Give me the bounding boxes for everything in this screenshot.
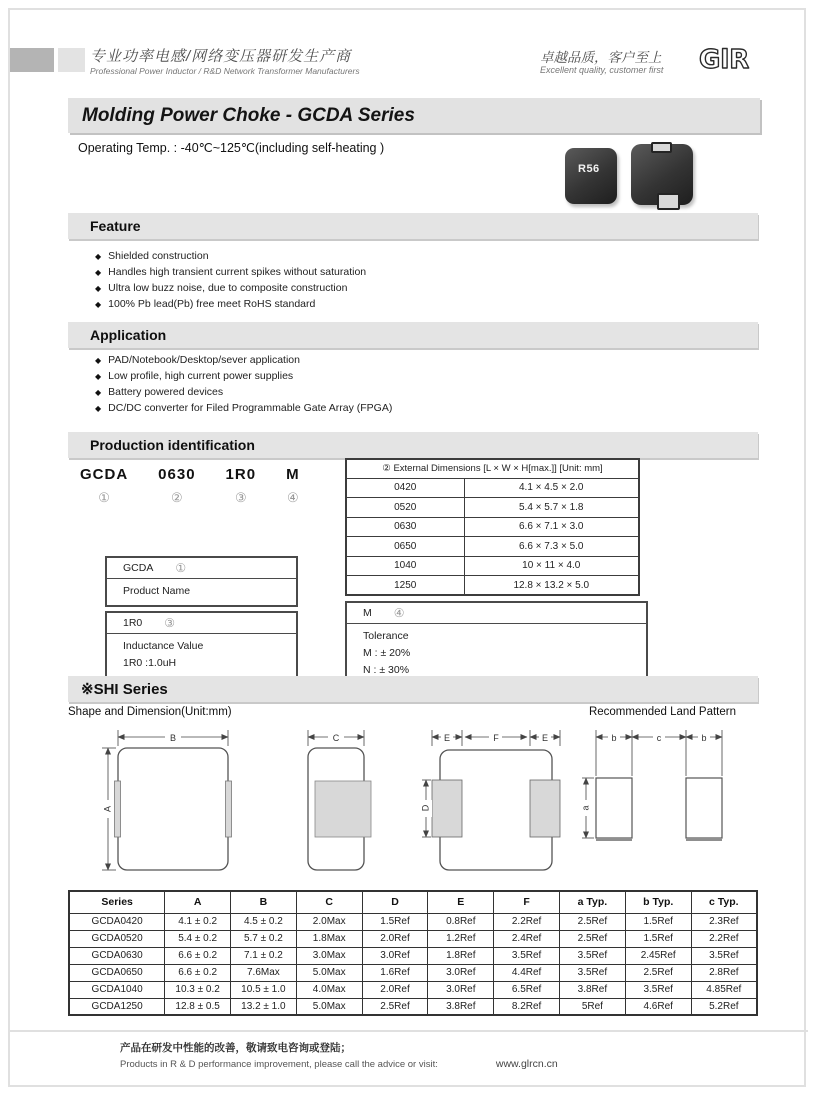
value-cell: 10.3 ± 0.2: [165, 981, 231, 998]
table-row: [346, 537, 639, 557]
value-cell: 13.2 ± 1.0: [230, 998, 296, 1015]
value-cell: 1.5Ref: [625, 913, 691, 930]
part-number-segment: [80, 466, 128, 506]
diamond-bullet-icon: ◆: [95, 299, 102, 309]
series-cell: GCDA0630: [69, 947, 165, 964]
product-name-box: [105, 556, 298, 607]
dimensions-cell: 6.6 × 7.3 × 5.0: [464, 537, 639, 557]
feature-item-text: Handles high transient current spikes without saturation: [108, 266, 367, 278]
value-cell: 1.6Ref: [362, 964, 428, 981]
part-number-segment: [158, 466, 195, 506]
product-marking: R56: [578, 163, 600, 175]
value-cell: 1.8Max: [296, 930, 362, 947]
dimension-table: [68, 890, 758, 1016]
box-line-text: 1R0 :1.0uH: [123, 657, 177, 669]
value-cell: 5.7 ± 0.2: [230, 930, 296, 947]
value-cell: 3.5Ref: [625, 981, 691, 998]
series-cell: GCDA1250: [69, 998, 165, 1015]
box-code: GCDA: [123, 562, 154, 574]
dimensions-cell: 6.6 × 7.1 × 3.0: [464, 517, 639, 537]
slogan-cn: 卓越品质，客户至上: [540, 50, 662, 65]
feature-item-text: Shielded construction: [108, 250, 209, 262]
tolerance-box: [345, 601, 648, 686]
size-code-cell: 0630: [346, 517, 464, 537]
application-list: [95, 354, 392, 418]
value-cell: 7.1 ± 0.2: [230, 947, 296, 964]
value-cell: 2.5Ref: [625, 964, 691, 981]
header-decor-square-light: [58, 48, 85, 72]
table-row: [346, 576, 639, 596]
dim-label-E: E: [443, 733, 451, 743]
value-cell: 2.4Ref: [494, 930, 560, 947]
feature-item: [95, 250, 366, 262]
box-line-text: Tolerance: [363, 630, 409, 642]
value-cell: 2.45Ref: [625, 947, 691, 964]
box-index-circle: ①: [175, 561, 187, 575]
table-row: [69, 964, 757, 981]
value-cell: 3.8Ref: [560, 981, 626, 998]
inductance-box-header: [107, 613, 296, 634]
part-code: M: [286, 466, 300, 483]
value-cell: 2.3Ref: [691, 913, 757, 930]
dim-label-A: A: [102, 805, 113, 813]
series-cell: GCDA1040: [69, 981, 165, 998]
value-cell: 2.2Ref: [691, 930, 757, 947]
box-line-text: M : ± 20%: [363, 647, 411, 659]
table-row: [346, 556, 639, 576]
value-cell: 5.0Max: [296, 964, 362, 981]
footer-note-cn: 产品在研发中性能的改善，敬请致电咨询或登陆；: [120, 1042, 351, 1054]
value-cell: 5Ref: [560, 998, 626, 1015]
value-cell: 0.8Ref: [428, 913, 494, 930]
table-row: [69, 913, 757, 930]
table-row: [346, 478, 639, 498]
dim-label-b: b: [701, 733, 707, 743]
value-cell: 4.5 ± 0.2: [230, 913, 296, 930]
dimensions-cell: 4.1 × 4.5 × 2.0: [464, 478, 639, 498]
tolerance-box-body: [347, 624, 646, 684]
dimensions-cell: 12.8 × 13.2 × 5.0: [464, 576, 639, 596]
application-item-text: Battery powered devices: [108, 386, 224, 398]
part-number-segment: [286, 466, 300, 506]
feature-item: [95, 298, 366, 310]
page-title: Molding Power Choke - GCDA Series: [82, 104, 415, 126]
dimensions-cell: 10 × 11 × 4.0: [464, 556, 639, 576]
size-code-cell: 1250: [346, 576, 464, 596]
application-item: [95, 370, 392, 382]
value-cell: 1.8Ref: [428, 947, 494, 964]
footer-divider: [8, 1030, 808, 1032]
bottom-view-drawing: [420, 730, 560, 870]
table-row: [346, 517, 639, 537]
external-dimensions-table: [345, 458, 640, 596]
value-cell: 4.0Max: [296, 981, 362, 998]
dim-label-b: b: [611, 733, 617, 743]
diamond-bullet-icon: ◆: [95, 355, 102, 365]
value-cell: 6.5Ref: [494, 981, 560, 998]
product-photo-terminals: [631, 144, 693, 205]
value-cell: 1.2Ref: [428, 930, 494, 947]
side-view-drawing: [308, 730, 371, 870]
product-name-box-body: [107, 579, 296, 605]
dimension-table-header-cell: A: [165, 891, 231, 913]
value-cell: 8.2Ref: [494, 998, 560, 1015]
part-index-circle: ②: [171, 490, 183, 505]
value-cell: 4.1 ± 0.2: [165, 913, 231, 930]
product-name-box-header: [107, 558, 296, 579]
application-item-text: Low profile, high current power supplies: [108, 370, 294, 382]
part-code: 0630: [158, 466, 196, 483]
external-dimensions-body: [346, 478, 639, 595]
inductance-value-box: [105, 611, 298, 679]
application-section-heading: [68, 322, 758, 348]
feature-heading-text: Feature: [90, 218, 141, 234]
table-row: [69, 947, 757, 964]
value-cell: 6.6 ± 0.2: [165, 964, 231, 981]
value-cell: 1.5Ref: [362, 913, 428, 930]
table-row: [69, 998, 757, 1015]
value-cell: 2.5Ref: [362, 998, 428, 1015]
part-index-circle: ③: [234, 490, 247, 505]
terminal-pad-icon: [657, 193, 680, 210]
part-number-segment: [226, 466, 257, 506]
value-cell: 4.4Ref: [494, 964, 560, 981]
box-index-circle: ④: [393, 606, 405, 620]
value-cell: 10.5 ± 1.0: [230, 981, 296, 998]
dim-label-F: F: [493, 733, 499, 743]
dimensions-cell: 5.4 × 5.7 × 1.8: [464, 498, 639, 518]
table-row: [346, 498, 639, 518]
value-cell: 1.5Ref: [625, 930, 691, 947]
production-heading-text: Production identification: [90, 437, 255, 453]
company-logo: [698, 40, 752, 78]
part-code: GCDA: [80, 466, 129, 483]
application-item-text: PAD/Notebook/Desktop/sever application: [108, 354, 300, 366]
dim-label-D: D: [420, 804, 431, 812]
value-cell: 3.0Max: [296, 947, 362, 964]
value-cell: 3.0Ref: [428, 964, 494, 981]
feature-item-text: 100% Pb lead(Pb) free meet RoHS standard: [108, 298, 316, 310]
value-cell: 5.0Max: [296, 998, 362, 1015]
value-cell: 4.6Ref: [625, 998, 691, 1015]
value-cell: 2.0Ref: [362, 981, 428, 998]
series-cell: GCDA0650: [69, 964, 165, 981]
value-cell: 7.6Max: [230, 964, 296, 981]
value-cell: 3.5Ref: [691, 947, 757, 964]
dimension-table-header-cell: D: [362, 891, 428, 913]
feature-item: [95, 266, 366, 278]
box-line-text: Product Name: [123, 585, 191, 597]
slogan-en: Excellent quality, customer first: [540, 65, 664, 75]
inductance-box-body: [107, 634, 296, 677]
top-view-drawing: [101, 730, 232, 870]
value-cell: 2.8Ref: [691, 964, 757, 981]
series-cell: GCDA0520: [69, 930, 165, 947]
dim-label-C: C: [332, 733, 340, 743]
size-code-cell: 0520: [346, 498, 464, 518]
value-cell: 2.5Ref: [560, 930, 626, 947]
terminal-pad-icon: [651, 142, 672, 153]
diamond-bullet-icon: ◆: [95, 283, 102, 293]
value-cell: 3.8Ref: [428, 998, 494, 1015]
dimension-table-header-cell: c Typ.: [691, 891, 757, 913]
table-row: [69, 981, 757, 998]
value-cell: 3.5Ref: [494, 947, 560, 964]
company-tagline-en: Professional Power Inductor / R&D Network Transformer Manufacturers: [90, 66, 360, 76]
size-code-cell: 1040: [346, 556, 464, 576]
dim-label-E: E: [541, 733, 549, 743]
part-code: 1R0: [225, 466, 257, 483]
diamond-bullet-icon: ◆: [95, 387, 102, 397]
external-dimensions-header-row: [346, 459, 639, 478]
dimension-table-header-cell: F: [494, 891, 560, 913]
land-pattern-label: Recommended Land Pattern: [588, 706, 736, 718]
box-code: 1R0: [123, 617, 143, 629]
feature-section-heading: [68, 213, 758, 239]
logo-text: GlR: [699, 45, 750, 75]
value-cell: 2.0Ref: [362, 930, 428, 947]
diamond-bullet-icon: ◆: [95, 371, 102, 381]
dimension-table-header-cell: Series: [69, 891, 165, 913]
dimension-table-header-cell: C: [296, 891, 362, 913]
document-title-bar: [68, 98, 760, 133]
diamond-bullet-icon: ◆: [95, 403, 102, 413]
value-cell: 3.5Ref: [560, 964, 626, 981]
application-item-text: DC/DC converter for Filed Programmable Gate Array (FPGA): [108, 402, 393, 414]
part-number-breakdown: [80, 466, 300, 506]
application-heading-text: Application: [90, 327, 167, 343]
shape-dimension-label: Shape and Dimension(Unit:mm): [68, 706, 232, 718]
dim-label-a: a: [580, 805, 591, 811]
box-line-text: Inductance Value: [123, 640, 204, 652]
land-pattern-drawing: [580, 730, 722, 840]
box-line-text: N : ± 30%: [363, 664, 410, 676]
dimension-table-header-row: [69, 891, 757, 913]
value-cell: 5.2Ref: [691, 998, 757, 1015]
company-tagline-cn: 专业功率电感/网络变压器研发生产商: [90, 48, 352, 65]
dimension-table-body: [69, 913, 757, 1015]
part-index-circle: ④: [287, 490, 299, 505]
shi-series-section-heading: [68, 676, 758, 702]
dimension-table-header-cell: E: [428, 891, 494, 913]
dim-label-c: c: [656, 733, 662, 743]
value-cell: 4.85Ref: [691, 981, 757, 998]
box-code: M: [363, 607, 372, 619]
diamond-bullet-icon: ◆: [95, 267, 102, 277]
value-cell: 12.8 ± 0.5: [165, 998, 231, 1015]
product-photo-marked: [565, 148, 617, 204]
footer-note-en: Products in R & D performance improvement, please call the advice or visit:: [120, 1058, 438, 1070]
size-code-cell: 0420: [346, 478, 464, 498]
website-link[interactable]: www.glrcn.cn: [495, 1058, 558, 1070]
table-row: [69, 930, 757, 947]
production-section-heading: [68, 432, 758, 458]
external-dimensions-header: ② External Dimensions [L × W × H[max.]] [Unit: mm]: [346, 459, 639, 478]
series-cell: GCDA0420: [69, 913, 165, 930]
value-cell: 6.6 ± 0.2: [165, 947, 231, 964]
feature-item: [95, 282, 366, 294]
dimension-table-header-cell: B: [230, 891, 296, 913]
value-cell: 3.0Ref: [362, 947, 428, 964]
operating-temp-text: Operating Temp. : -40℃~125℃(including self-heating ): [78, 141, 385, 155]
application-item: [95, 386, 392, 398]
footer-row: [120, 1058, 558, 1070]
application-item: [95, 354, 392, 366]
value-cell: 3.0Ref: [428, 981, 494, 998]
tolerance-box-header: [347, 603, 646, 624]
value-cell: 2.5Ref: [560, 913, 626, 930]
value-cell: 2.0Max: [296, 913, 362, 930]
feature-item-text: Ultra low buzz noise, due to composite construction: [108, 282, 348, 294]
header-decor-square-dark: [10, 48, 54, 72]
value-cell: 2.2Ref: [494, 913, 560, 930]
feature-list: [95, 250, 366, 314]
shi-heading-text: ※SHI Series: [81, 681, 168, 698]
dim-label-B: B: [169, 733, 177, 743]
size-code-cell: 0650: [346, 537, 464, 557]
dimension-table-header-cell: a Typ.: [560, 891, 626, 913]
dimension-table-header-cell: b Typ.: [625, 891, 691, 913]
value-cell: 3.5Ref: [560, 947, 626, 964]
glr-logo-icon: [698, 40, 752, 78]
value-cell: 5.4 ± 0.2: [165, 930, 231, 947]
application-item: [95, 402, 392, 414]
technical-drawings: [68, 728, 758, 890]
diamond-bullet-icon: ◆: [95, 251, 102, 261]
box-index-circle: ③: [164, 616, 176, 630]
part-index-circle: ①: [98, 490, 110, 505]
